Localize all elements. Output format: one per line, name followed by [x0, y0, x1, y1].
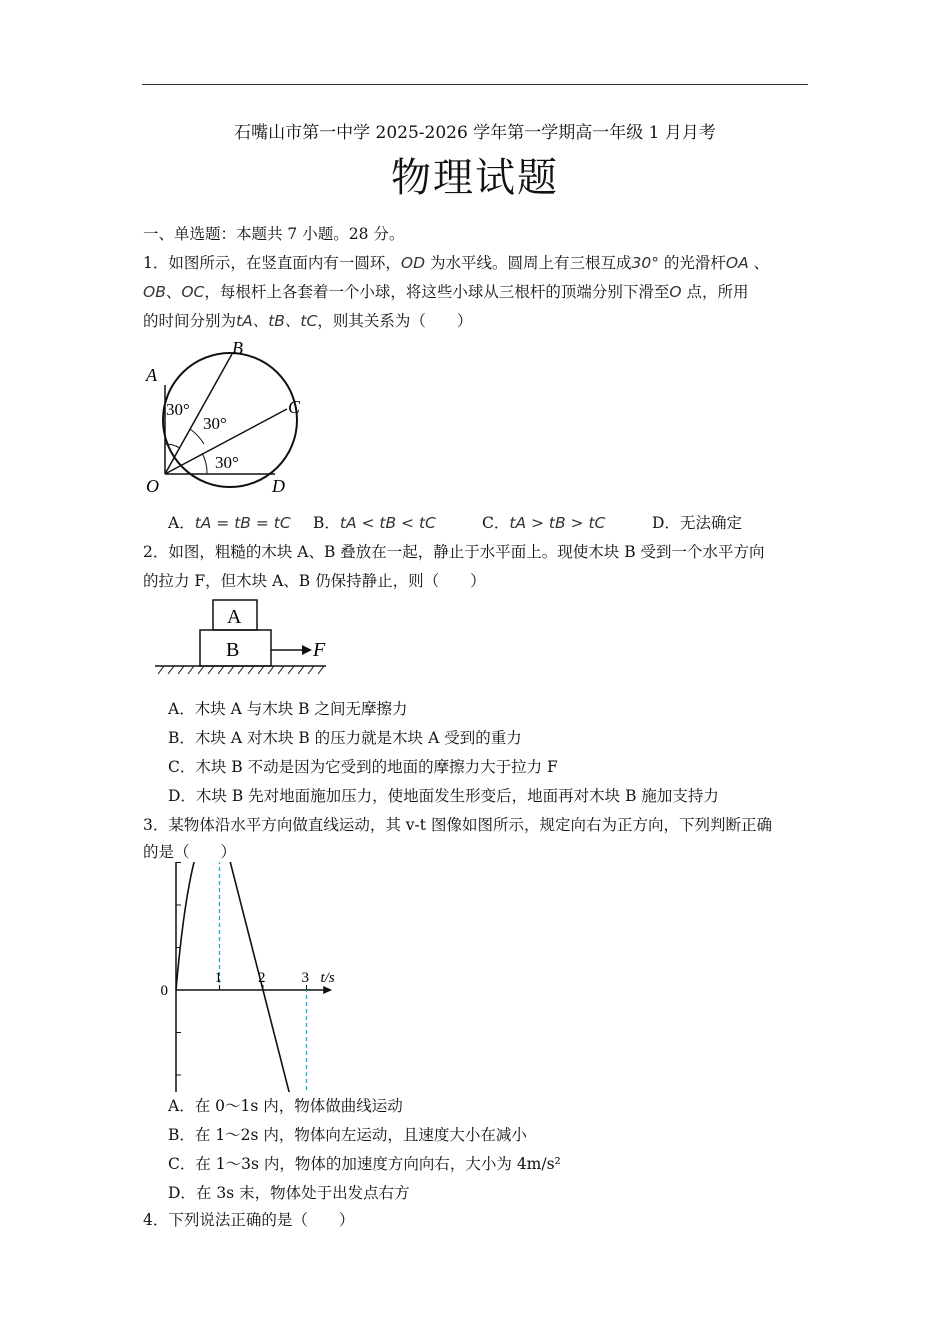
- q1-option-c[interactable]: [482, 513, 605, 533]
- angle-label: 30°: [215, 453, 239, 472]
- q1-od: OD: [400, 254, 426, 272]
- section-heading: 一、单选题：本题共 7 小题。28 分。: [143, 225, 405, 243]
- q2-option-a[interactable]: A．木块 A 与木块 B 之间无摩擦力: [168, 700, 408, 718]
- option-text: tA > tB > tC: [509, 514, 606, 532]
- q1-text: 点，所用: [686, 283, 749, 301]
- y-tick-label: 0: [160, 983, 168, 999]
- angle-label: 30°: [203, 414, 227, 433]
- force-label: F: [313, 639, 326, 661]
- option-text: 无法确定: [679, 514, 742, 532]
- q3-line-1: 3．某物体沿水平方向做直线运动，其 v-t 图像如图所示，规定向右为正方向，下列判断正确: [143, 816, 772, 834]
- option-text: tA = tB = tC: [194, 514, 291, 532]
- label-o: O: [146, 476, 159, 496]
- q2-option-b[interactable]: B．木块 A 对木块 B 的压力就是木块 A 受到的重力: [168, 729, 522, 747]
- q4-line-1: 4．下列说法正确的是（ ）: [143, 1211, 355, 1229]
- q2-option-d[interactable]: D．木块 B 先对地面施加压力，使地面发生形变后，地面再对木块 B 施加支持力: [168, 787, 719, 805]
- vt-series-line: [176, 862, 307, 1092]
- q3-line-2: 的是（ ）: [143, 843, 237, 861]
- top-rule: [142, 84, 808, 85]
- q1-line-1: [143, 253, 769, 273]
- q2-line-1: 2．如图，粗糙的木块 A、B 叠放在一起，静止于水平面上。现使木块 B 受到一个水平方向: [143, 543, 765, 561]
- q1-option-b[interactable]: [313, 513, 436, 533]
- option-letter: C．: [482, 514, 510, 532]
- q1-line-3: [143, 311, 472, 331]
- q3-option-d[interactable]: D．在 3s 末，物体处于出发点右方: [168, 1184, 410, 1202]
- q1-ob: OB: [143, 283, 166, 301]
- q1-text: ，则其关系为（ ）: [317, 312, 473, 330]
- label-a: A: [146, 365, 157, 385]
- q1-option-a[interactable]: [168, 513, 291, 533]
- block-a-label: A: [227, 606, 242, 628]
- ground-hatch: [158, 666, 324, 674]
- q2-line-2: 的拉力 F，但木块 A、B 仍保持静止，则（ ）: [143, 572, 486, 590]
- label-b: B: [232, 338, 243, 358]
- exam-subtitle: 石嘴山市第一中学 2025-2026 学年第一学期高一年级 1 月月考: [234, 123, 716, 143]
- angle-arc: [190, 429, 204, 444]
- q1-text: 的光滑杆: [663, 254, 726, 272]
- q1-text: 为水平线。圆周上有三根互成: [429, 254, 632, 272]
- x-tick-label: 2: [258, 970, 266, 986]
- q3-option-b[interactable]: B．在 1～2s 内，物体向左运动，且速度大小在减小: [168, 1126, 527, 1144]
- q1-oa: OA: [725, 254, 749, 272]
- q1-line-2: [143, 282, 749, 302]
- q2-option-c[interactable]: C．木块 B 不动是因为它受到的地面的摩擦力大于拉力 F: [168, 758, 558, 776]
- x-axis-label: t/s: [320, 970, 335, 986]
- angle-label: 30°: [166, 400, 190, 419]
- x-tick-label: 1: [214, 970, 222, 986]
- q3-vt-chart: [140, 862, 360, 1092]
- q1-text: 1．如图所示，在竖直面内有一圆环，: [143, 254, 401, 272]
- label-d: D: [272, 476, 285, 496]
- option-letter: D．: [652, 514, 680, 532]
- q3-option-c[interactable]: C．在 1～3s 内，物体的加速度方向向右，大小为 4m/s²: [168, 1155, 561, 1173]
- option-letter: B．: [313, 514, 340, 532]
- q1-o: O: [669, 283, 682, 301]
- q1-oc: OC: [181, 283, 205, 301]
- block-b-label: B: [226, 639, 240, 661]
- angle-arc: [202, 453, 207, 474]
- q1-angle: 30°: [631, 254, 659, 272]
- option-letter: A．: [168, 514, 195, 532]
- option-text: tA < tB < tC: [339, 514, 436, 532]
- q1-option-d[interactable]: [652, 513, 742, 533]
- q1-text: 的时间分别为: [143, 312, 237, 330]
- x-axis-arrow-icon: [323, 986, 332, 994]
- q1-sep: 、: [753, 254, 770, 272]
- x-tick-label: 3: [301, 970, 309, 986]
- q1-sep: 、: [165, 283, 182, 301]
- q2-blocks-figure: [150, 598, 340, 678]
- q1-circle-figure: [140, 338, 320, 500]
- q3-option-a[interactable]: A．在 0～1s 内，物体做曲线运动: [168, 1097, 403, 1115]
- arrow-head-icon: [302, 645, 312, 655]
- exam-title: 物理试题: [391, 155, 559, 201]
- q1-text: ，每根杆上各套着一个小球，将这些小球从三根杆的顶端分别下滑至: [204, 283, 670, 301]
- q1-times: tA、tB、tC: [236, 312, 318, 330]
- label-c: C: [288, 397, 301, 417]
